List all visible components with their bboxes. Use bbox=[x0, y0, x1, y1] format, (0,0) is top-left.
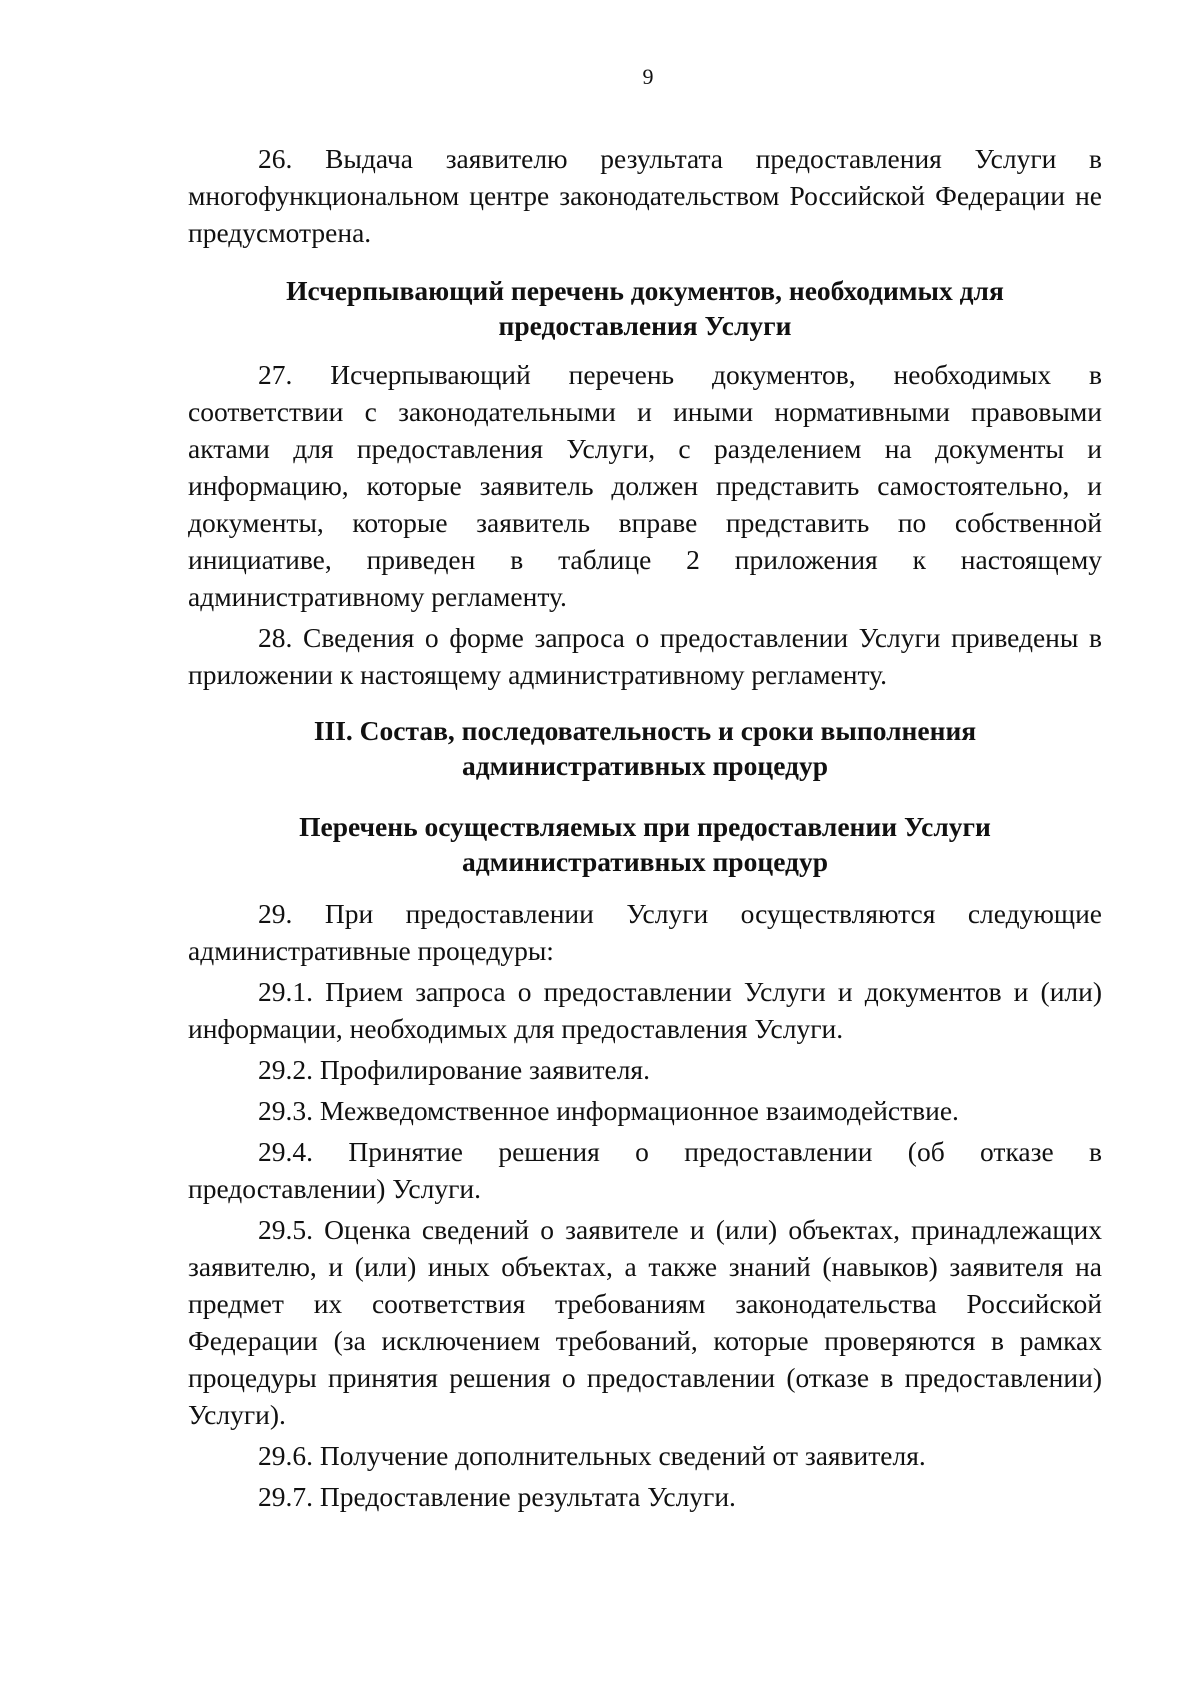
paragraph-26 bbox=[188, 140, 1102, 251]
paragraph-29-2 bbox=[188, 1051, 1102, 1088]
clause-number: 29.6. bbox=[258, 1440, 313, 1471]
paragraph-29-1 bbox=[188, 973, 1102, 1047]
clause-number: 29.4. bbox=[258, 1136, 313, 1167]
clause-text: Предоставление результата Услуги. bbox=[319, 1481, 736, 1512]
paragraph-29-6 bbox=[188, 1437, 1102, 1474]
paragraph-29-4 bbox=[188, 1133, 1102, 1207]
clause-number: 28. bbox=[258, 622, 293, 653]
clause-number: 29.1. bbox=[258, 976, 313, 1007]
clause-text: Оценка сведений о заявителе и (или) объектах, принадлежащих заявителю, и (или) иных объектах, а также знаний (навыков) заявителя на предмет их соответствия требованиям законодательства Российской Федерации (за исключением требований, которые проверяются в рамках процедуры принятия решения о предоставлении (отказе в предоставлении) Услуги). bbox=[188, 1214, 1103, 1430]
clause-text: Сведения о форме запроса о предоставлении Услуги приведены в приложении к настоящему административному регламенту. bbox=[188, 622, 1102, 690]
clause-number: 27. bbox=[258, 359, 293, 390]
clause-number: 29.3. bbox=[258, 1095, 313, 1126]
clause-number: 29. bbox=[258, 898, 293, 929]
clause-number: 26. bbox=[258, 143, 293, 174]
clause-number: 29.5. bbox=[258, 1214, 313, 1245]
section-heading-chapter-iii bbox=[188, 713, 1102, 783]
heading-line: Перечень осуществляемых при предоставлении Услуги bbox=[299, 811, 991, 842]
clause-number: 29.2. bbox=[258, 1054, 313, 1085]
heading-line: предоставления Услуги bbox=[498, 310, 792, 341]
clause-text: Выдача заявителю результата предоставления Услуги в многофункциональном центре законодательством Российской Федерации не предусмотрена. bbox=[188, 143, 1103, 248]
clause-text: Принятие решения о предоставлении (об отказе в предоставлении) Услуги. bbox=[188, 1136, 1103, 1204]
heading-line: III. Состав, последовательность и сроки выполнения bbox=[313, 715, 977, 746]
paragraph-29-3 bbox=[188, 1092, 1102, 1129]
paragraph-29-5 bbox=[188, 1211, 1102, 1433]
document-body bbox=[188, 140, 1102, 1519]
clause-number: 29.7. bbox=[258, 1481, 313, 1512]
clause-text: Прием запроса о предоставлении Услуги и документов и (или) информации, необходимых для предоставления Услуги. bbox=[188, 976, 1103, 1044]
clause-text: Межведомственное информационное взаимодействие. bbox=[319, 1095, 959, 1126]
clause-text: При предоставлении Услуги осуществляются следующие административные процедуры: bbox=[188, 898, 1103, 966]
page-number: 9 bbox=[642, 64, 654, 89]
paragraph-29-7 bbox=[188, 1478, 1102, 1515]
clause-text: Получение дополнительных сведений от заявителя. bbox=[319, 1440, 926, 1471]
paragraph-27 bbox=[188, 356, 1102, 615]
heading-line: административных процедур bbox=[462, 846, 828, 877]
paragraph-28 bbox=[188, 619, 1102, 693]
section-heading-procedures-list bbox=[188, 809, 1102, 879]
clause-text: Профилирование заявителя. bbox=[319, 1054, 650, 1085]
clause-text: Исчерпывающий перечень документов, необходимых в соответствии с законодательными и иными нормативными правовыми актами для предоставления Услуги, с разделением на документы и информацию, которые заявитель должен представить самостоятельно, и документы, которые заявитель вправе представить по собственной инициативе, приведен в таблице 2 приложения к настоящему административному регламенту. bbox=[188, 359, 1102, 612]
section-heading-documents-list bbox=[188, 273, 1102, 343]
heading-line: административных процедур bbox=[462, 750, 828, 781]
heading-line: Исчерпывающий перечень документов, необходимых для bbox=[286, 275, 1004, 306]
paragraph-29 bbox=[188, 895, 1102, 969]
